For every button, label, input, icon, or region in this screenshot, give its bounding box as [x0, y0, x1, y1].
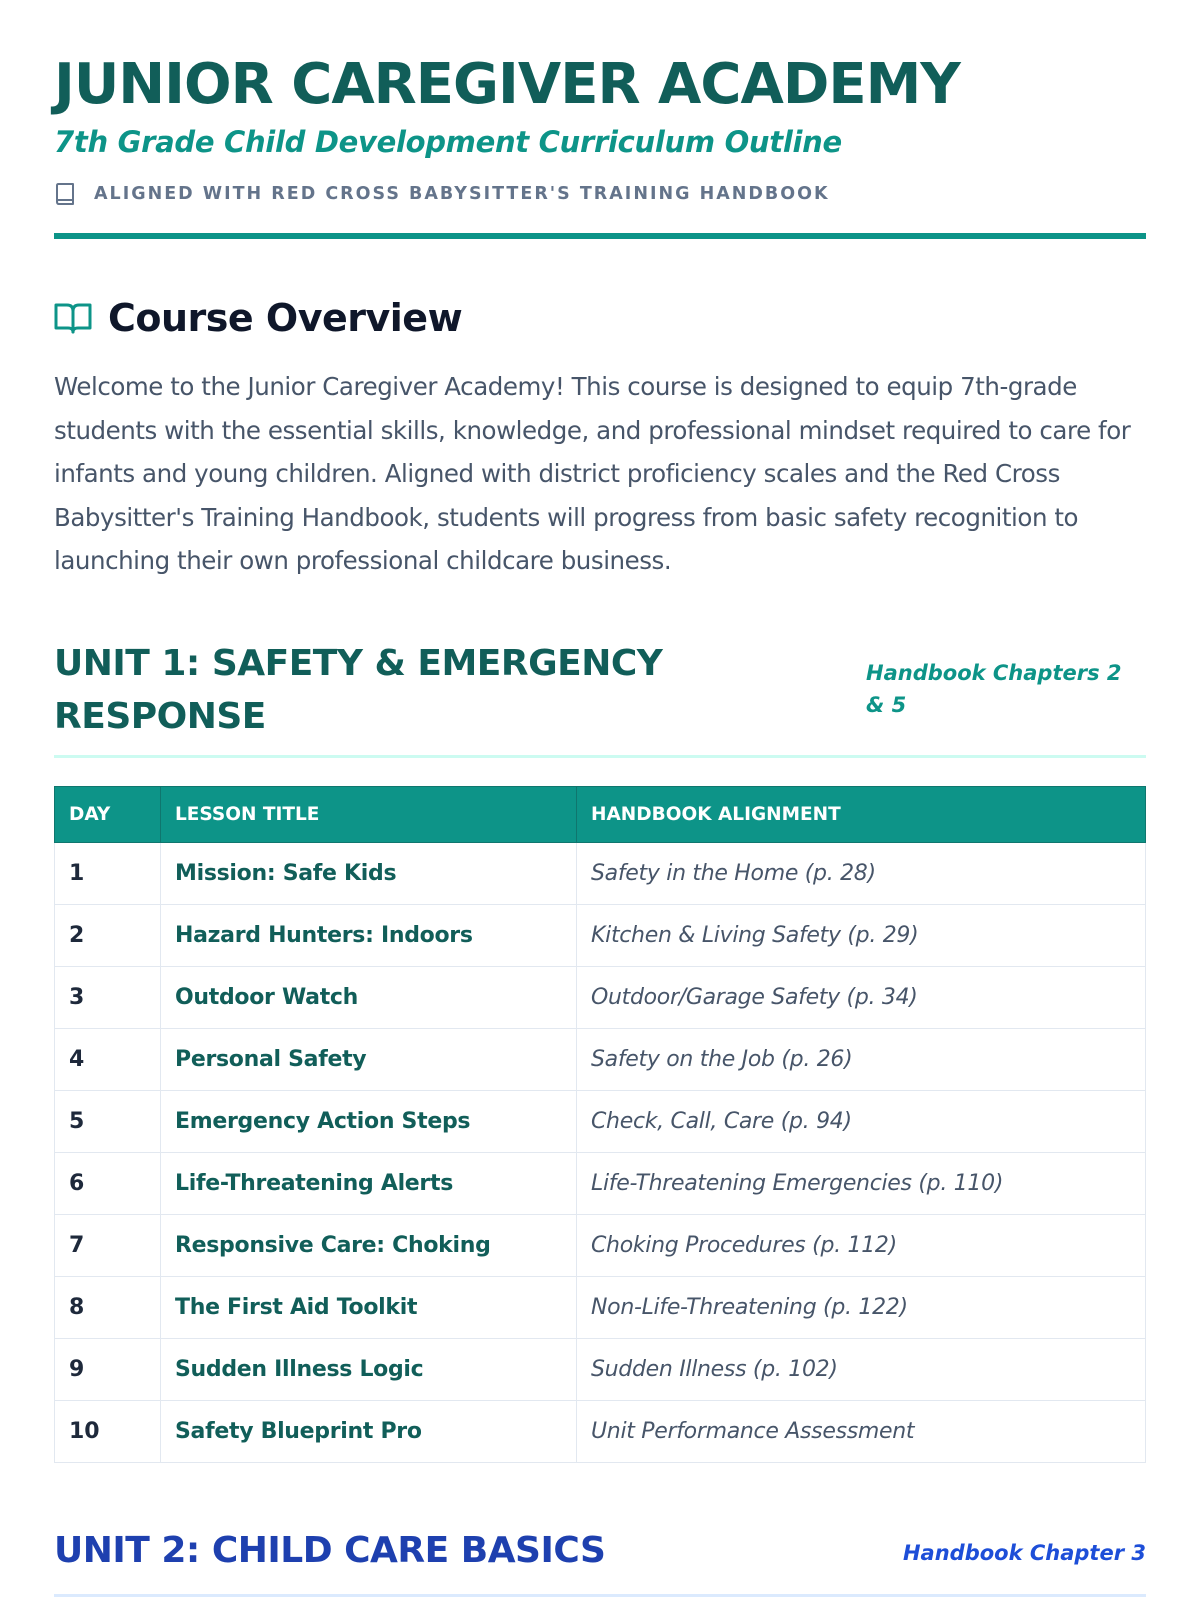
overview-paragraph: Welcome to the Junior Caregiver Academy! This course is designed to equip 7th-grade students with the essential skills, knowledge, and professional mindset required to care for infants and young children. Aligned with district proficiency scales and the Red Cross Babysitter's Training Handbook, students will progress from basic safety recognition to launching their own professional childcare business.: [54, 372, 1131, 575]
day-cell: 2: [55, 905, 161, 967]
table-row: [55, 1029, 1146, 1091]
column-header-day: DAY: [55, 787, 161, 843]
table-row: [55, 1091, 1146, 1153]
table-row: [55, 1215, 1146, 1277]
alignment-cell: Check, Call, Care (p. 94): [577, 1091, 1146, 1153]
unit1-title: UNIT 1: SAFETY & EMERGENCY RESPONSE: [54, 643, 663, 737]
alignment-cell: Sudden Illness (p. 102): [577, 1339, 1146, 1401]
unit1-lesson-table: [54, 786, 1146, 1463]
alignment-cell: Life-Threatening Emergencies (p. 110): [577, 1153, 1146, 1215]
lesson-title-cell: Safety Blueprint Pro: [161, 1401, 577, 1463]
unit1-handbook-reference: Handbook Chapters 2 & 5: [866, 661, 1122, 717]
table-row: [55, 905, 1146, 967]
day-cell: 5: [55, 1091, 161, 1153]
column-header-lesson-title: LESSON TITLE: [161, 787, 577, 843]
day-cell: 6: [55, 1153, 161, 1215]
lesson-title-cell: Sudden Illness Logic: [161, 1339, 577, 1401]
lesson-title-cell: Responsive Care: Choking: [161, 1215, 577, 1277]
table-row: [55, 1339, 1146, 1401]
page-title: JUNIOR CAREGIVER ACADEMY: [54, 52, 960, 117]
lesson-title-cell: Personal Safety: [161, 1029, 577, 1091]
alignment-cell: Safety in the Home (p. 28): [577, 843, 1146, 905]
table-row: [55, 1401, 1146, 1463]
alignment-cell: Kitchen & Living Safety (p. 29): [577, 905, 1146, 967]
day-cell: 4: [55, 1029, 161, 1091]
column-header-handbook-alignment: HANDBOOK ALIGNMENT: [577, 787, 1146, 843]
handbook-alignment-note: [54, 181, 830, 207]
overview-title: Course Overview: [108, 296, 463, 340]
page-subtitle: 7th Grade Child Development Curriculum Outline: [54, 125, 842, 159]
book-icon: [54, 182, 76, 206]
header-divider: [54, 233, 1146, 239]
lesson-title-cell: Hazard Hunters: Indoors: [161, 905, 577, 967]
day-cell: 3: [55, 967, 161, 1029]
lesson-title-cell: Life-Threatening Alerts: [161, 1153, 577, 1215]
lesson-title-cell: Emergency Action Steps: [161, 1091, 577, 1153]
unit2-divider: [54, 1594, 1146, 1597]
day-cell: 7: [55, 1215, 161, 1277]
table-row: [55, 843, 1146, 905]
open-book-icon: [54, 301, 92, 335]
lesson-title-cell: The First Aid Toolkit: [161, 1277, 577, 1339]
alignment-cell: Safety on the Job (p. 26): [577, 1029, 1146, 1091]
alignment-text: ALIGNED WITH RED CROSS BABYSITTER'S TRAINING HANDBOOK: [94, 184, 830, 204]
alignment-cell: Choking Procedures (p. 112): [577, 1215, 1146, 1277]
table-row: [55, 1277, 1146, 1339]
unit2-title: UNIT 2: CHILD CARE BASICS: [54, 1530, 606, 1571]
alignment-cell: Outdoor/Garage Safety (p. 34): [577, 967, 1146, 1029]
lesson-title-cell: Mission: Safe Kids: [161, 843, 577, 905]
lesson-title-cell: Outdoor Watch: [161, 967, 577, 1029]
alignment-cell: Non-Life-Threatening (p. 122): [577, 1277, 1146, 1339]
overview-heading: [54, 294, 462, 342]
curriculum-page: [54, 0, 1146, 1600]
day-cell: 8: [55, 1277, 161, 1339]
day-cell: 9: [55, 1339, 161, 1401]
table-row: [55, 967, 1146, 1029]
alignment-cell: Unit Performance Assessment: [577, 1401, 1146, 1463]
unit2-handbook-reference: Handbook Chapter 3: [902, 1541, 1146, 1565]
table-row: [55, 1153, 1146, 1215]
unit1-divider: [54, 755, 1146, 758]
day-cell: 10: [55, 1401, 161, 1463]
day-cell: 1: [55, 843, 161, 905]
table-header-row: [55, 787, 1146, 843]
